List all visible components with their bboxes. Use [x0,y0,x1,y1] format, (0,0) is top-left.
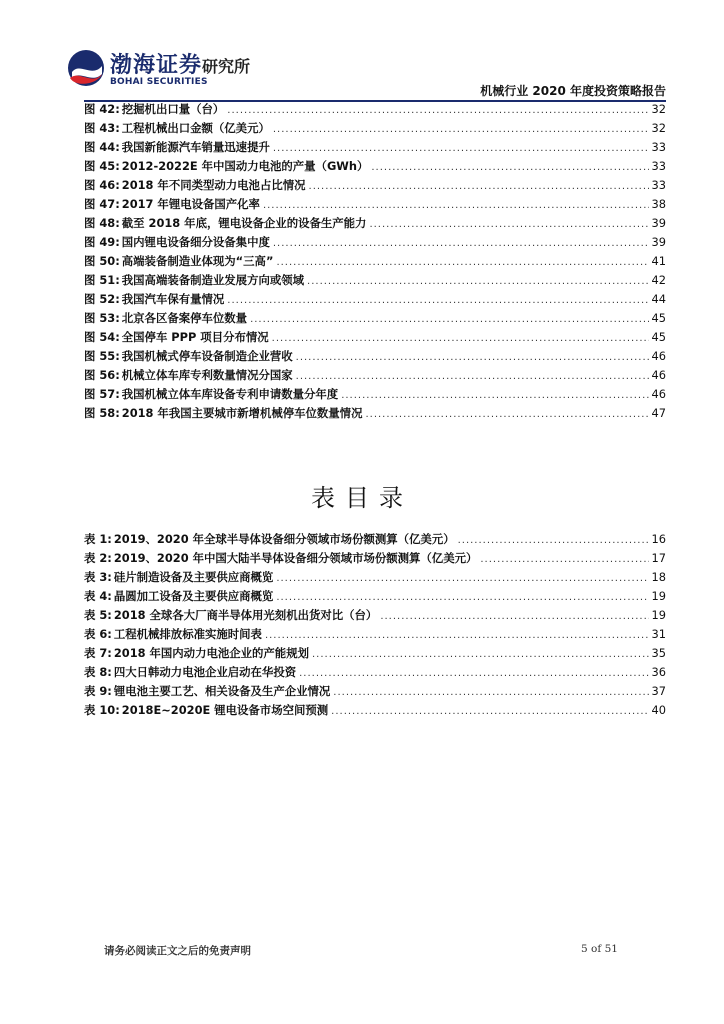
figure-title: 机械立体车库专利数量情况分国家 [121,368,293,382]
table-title: 2019、2020 年全球半导体设备细分领域市场份额测算（亿美元） [113,532,455,546]
table-label: 表 2: [84,551,112,565]
dot-leader [276,592,648,603]
figure-page: 42 [651,273,666,287]
dot-leader [341,390,648,401]
figure-title: 我国机械式停车设备制造企业营收 [121,349,293,363]
bohai-logo-icon [66,48,106,88]
figure-title: 挖掘机出口量（台） [121,102,225,116]
dot-leader [312,649,649,660]
table-entry[interactable] [84,607,666,626]
dot-leader [296,352,649,363]
figure-page: 38 [651,197,666,211]
dot-leader [273,143,649,154]
figure-page: 32 [651,102,666,116]
figure-title: 工程机械出口金额（亿美元） [121,121,270,135]
figure-title: 2018 年我国主要城市新增机械停车位数量情况 [121,406,363,420]
table-entry[interactable] [84,702,666,721]
table-entry[interactable] [84,626,666,645]
figure-label: 图 43: [84,121,120,135]
figure-title: 我国高端装备制造业发展方向或领域 [121,273,305,287]
figure-label: 图 56: [84,368,120,382]
tables-heading: 表目录 [311,484,413,512]
table-page: 19 [651,589,666,603]
figure-entry[interactable] [84,177,666,196]
table-label: 表 8: [84,665,112,679]
dot-leader [227,105,648,116]
table-page: 19 [651,608,666,622]
dot-leader [273,238,649,249]
figure-page: 33 [651,140,666,154]
figure-page: 47 [651,406,666,420]
table-page: 35 [651,646,666,660]
figure-entry[interactable] [84,405,666,424]
figure-label: 图 54: [84,330,120,344]
dot-leader [227,295,648,306]
disclaimer-note: 请务必阅读正文之后的免责声明 [104,945,251,957]
dot-leader [250,314,648,325]
figure-entry[interactable] [84,139,666,158]
dot-leader [307,276,648,287]
table-label: 表 4: [84,589,112,603]
table-title: 硅片制造设备及主要供应商概览 [113,570,274,584]
table-title: 锂电池主要工艺、相关设备及生产企业情况 [113,684,331,698]
dot-leader [265,630,649,641]
figure-entry[interactable] [84,196,666,215]
figure-label: 图 50: [84,254,120,268]
report-title: 机械行业 2020 年度投资策略报告 [480,84,666,98]
figure-label: 图 53: [84,311,120,325]
table-label: 表 7: [84,646,112,660]
table-page: 36 [651,665,666,679]
figure-title: 北京各区备案停车位数量 [121,311,248,325]
figure-label: 图 47: [84,197,120,211]
table-page: 37 [651,684,666,698]
table-label: 表 1: [84,532,112,546]
page-number: 5 of 51 [581,943,618,955]
dot-leader [458,535,649,546]
figure-label: 图 42: [84,102,120,116]
figure-entry[interactable] [84,291,666,310]
institute-name: 研究所 [202,57,251,76]
figure-entry[interactable] [84,367,666,386]
figure-page: 39 [651,216,666,230]
figure-page: 33 [651,178,666,192]
figure-page: 39 [651,235,666,249]
dot-leader [369,219,648,230]
figure-title: 2018 年不同类型动力电池占比情况 [121,178,306,192]
figure-label: 图 51: [84,273,120,287]
figure-title: 我国汽车保有量情况 [121,292,225,306]
figure-title: 高端装备制造业体现为“三高” [121,254,274,268]
table-title: 2018E~2020E 锂电设备市场空间预测 [121,703,329,717]
dot-leader [296,371,649,382]
figure-entry[interactable] [84,348,666,367]
figure-page: 46 [651,349,666,363]
figure-entry[interactable] [84,310,666,329]
bohai-securities-logo [66,46,266,90]
table-label: 表 10: [84,703,120,717]
dot-leader [333,687,648,698]
figure-label: 图 45: [84,159,120,173]
table-label: 表 6: [84,627,112,641]
table-label: 表 5: [84,608,112,622]
dot-leader [263,200,649,211]
figure-label: 图 57: [84,387,120,401]
figure-page: 41 [651,254,666,268]
figure-entry[interactable] [84,386,666,405]
dot-leader [380,611,648,622]
figure-entry[interactable] [84,120,666,139]
figure-label: 图 46: [84,178,120,192]
table-page: 18 [651,570,666,584]
table-page: 31 [651,627,666,641]
table-title: 2019、2020 年中国大陆半导体设备细分领域市场份额测算（亿美元） [113,551,478,565]
figure-label: 图 48: [84,216,120,230]
table-label: 表 3: [84,570,112,584]
table-title: 2018 全球各大厂商半导体用光刻机出货对比（台） [113,608,378,622]
figure-page: 46 [651,387,666,401]
figure-page: 46 [651,368,666,382]
figure-title: 我国新能源汽车销量迅速提升 [121,140,270,154]
figure-label: 图 52: [84,292,120,306]
table-label: 表 9: [84,684,112,698]
figure-entry[interactable] [84,272,666,291]
table-page: 40 [651,703,666,717]
dot-leader [276,257,648,268]
dot-leader [331,706,648,717]
page-header [66,42,666,104]
table-list [84,531,666,721]
table-entry[interactable] [84,531,666,550]
dot-leader [309,181,649,192]
table-entry[interactable] [84,550,666,569]
table-entry[interactable] [84,664,666,683]
table-title: 四大日韩动力电池企业启动在华投资 [113,665,297,679]
dot-leader [273,124,649,135]
figure-page: 45 [651,311,666,325]
figure-page: 45 [651,330,666,344]
dot-leader [371,162,648,173]
figure-list [84,101,666,424]
logo-english-name: BOHAI SECURITIES [110,77,208,87]
figure-label: 图 55: [84,349,120,363]
figure-entry[interactable] [84,101,666,120]
figure-label: 图 58: [84,406,120,420]
dot-leader [365,409,648,420]
figure-entry[interactable] [84,329,666,348]
dot-leader [276,573,648,584]
table-entry[interactable] [84,645,666,664]
figure-label: 图 49: [84,235,120,249]
figure-page: 33 [651,159,666,173]
table-entry[interactable] [84,683,666,702]
figure-entry[interactable] [84,234,666,253]
figure-title: 2012-2022E 年中国动力电池的产量（GWh） [121,159,369,173]
table-title: 晶圆加工设备及主要供应商概览 [113,589,274,603]
figure-title: 全国停车 PPP 项目分布情况 [121,330,269,344]
dot-leader [272,333,649,344]
figure-title: 2017 年锂电设备国产化率 [121,197,260,211]
table-page: 16 [651,532,666,546]
table-title: 2018 年国内动力电池企业的产能规划 [113,646,309,660]
dot-leader [299,668,648,679]
figure-page: 44 [651,292,666,306]
figure-entry[interactable] [84,253,666,272]
table-entry[interactable] [84,588,666,607]
table-title: 工程机械排放标准实施时间表 [113,627,262,641]
figure-title: 截至 2018 年底，锂电设备企业的设备生产能力 [121,216,367,230]
figure-title: 我国机械立体车库设备专利申请数量分年度 [121,387,339,401]
figure-page: 32 [651,121,666,135]
logo-chinese-name: 渤海证券 [110,52,203,78]
figure-entry[interactable] [84,158,666,177]
table-entry[interactable] [84,569,666,588]
figure-entry[interactable] [84,215,666,234]
figure-label: 图 44: [84,140,120,154]
dot-leader [480,554,648,565]
table-page: 17 [651,551,666,565]
figure-title: 国内锂电设备细分设备集中度 [121,235,270,249]
